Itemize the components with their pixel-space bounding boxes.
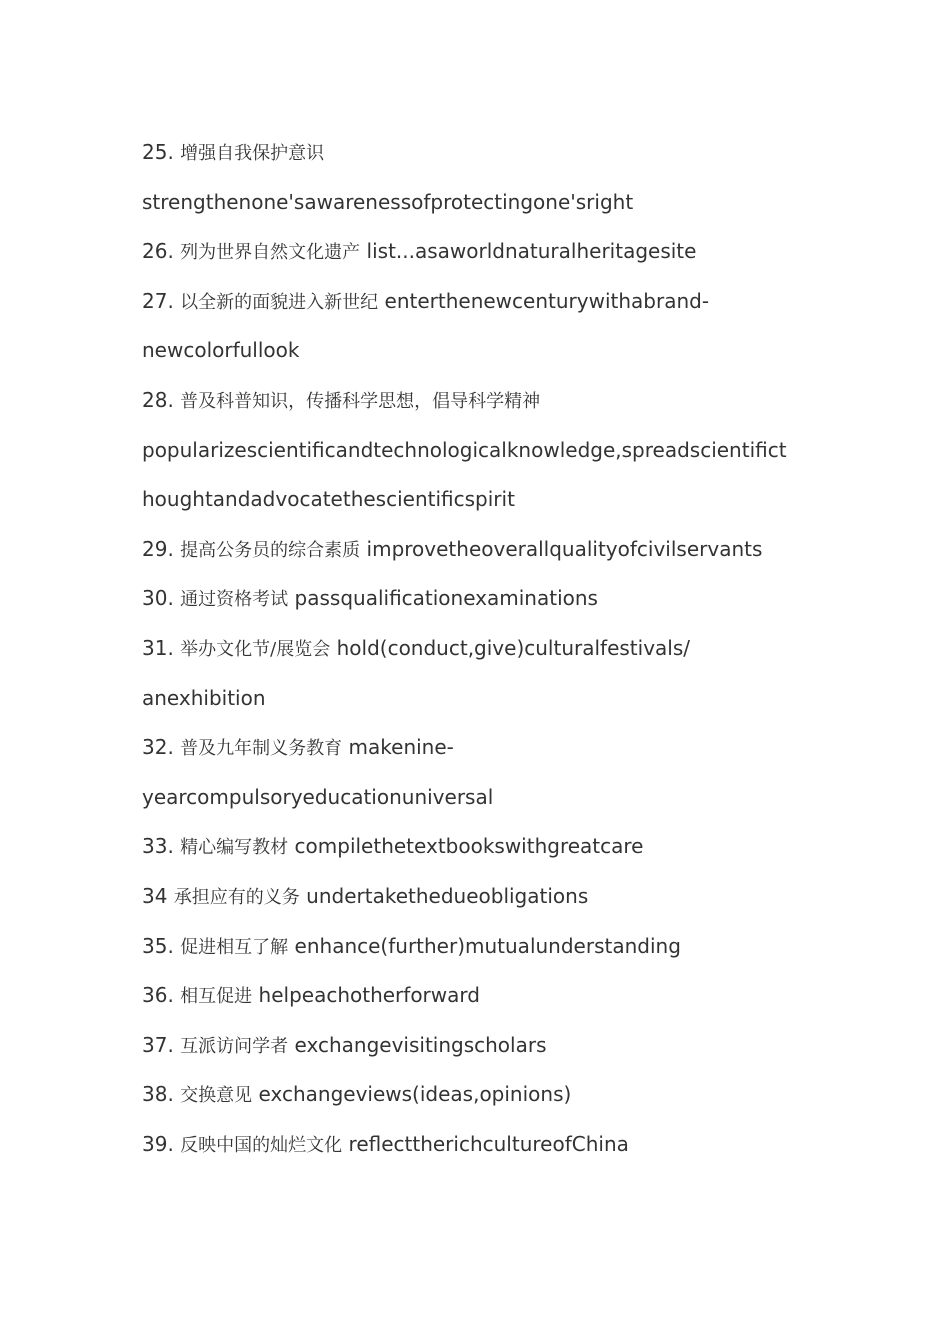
- text-line: [142, 971, 822, 1021]
- english-translation: helpeachotherforward: [258, 983, 480, 1008]
- english-translation: list...asaworldnaturalheritagesite: [366, 239, 697, 264]
- chinese-phrase: 普及科普知识，传播科学思想，倡导科学精神: [180, 390, 541, 412]
- text-line: [142, 277, 822, 327]
- item-number: 37.: [142, 1032, 174, 1057]
- english-translation: passqualificationexaminations: [294, 586, 598, 611]
- english-translation: yearcompulsoryeducationuniversal: [142, 784, 494, 809]
- english-translation: undertakethedueobligations: [306, 883, 589, 908]
- item-number: 31.: [142, 635, 174, 660]
- text-line: [142, 326, 822, 376]
- english-translation: enhance(further)mutualunderstanding: [294, 933, 681, 958]
- item-number: 30.: [142, 586, 174, 611]
- english-translation: newcolorfullook: [142, 338, 300, 363]
- text-line: [142, 674, 822, 724]
- english-translation: popularizescientificandtechnologicalknowledge,spreadscientifict: [142, 437, 787, 462]
- chinese-phrase: 互派访问学者: [180, 1035, 289, 1057]
- item-number: 32.: [142, 735, 174, 760]
- text-line: [142, 1070, 822, 1120]
- chinese-phrase: 列为世界自然文化遗产: [180, 242, 361, 264]
- text-line: [142, 872, 822, 922]
- item-number: 39.: [142, 1131, 174, 1156]
- item-number: 38.: [142, 1082, 174, 1107]
- text-line: [142, 475, 822, 525]
- document-page: [142, 128, 822, 1169]
- chinese-phrase: 通过资格考试: [180, 589, 289, 611]
- english-translation: enterthenewcenturywithabrand-: [384, 288, 710, 313]
- chinese-phrase: 促进相互了解: [180, 936, 289, 958]
- chinese-phrase: 交换意见: [180, 1085, 253, 1107]
- chinese-phrase: 以全新的面貌进入新世纪: [180, 291, 379, 313]
- chinese-phrase: 反映中国的灿烂文化: [180, 1134, 343, 1156]
- item-number: 29.: [142, 536, 174, 561]
- text-line: [142, 624, 822, 674]
- text-line: [142, 1120, 822, 1170]
- text-line: [142, 723, 822, 773]
- text-line: [142, 822, 822, 872]
- chinese-phrase: 精心编写教材: [180, 837, 289, 859]
- english-translation: strengthenone'sawarenessofprotectingone'sright: [142, 189, 634, 214]
- item-number: 36.: [142, 983, 174, 1008]
- english-translation: exchangeviews(ideas,opinions): [258, 1082, 572, 1107]
- chinese-phrase: 举办文化节/展览会: [180, 638, 331, 660]
- chinese-phrase: 承担应有的义务: [173, 886, 300, 908]
- text-line: [142, 773, 822, 823]
- item-number: 33.: [142, 834, 174, 859]
- item-number: 35.: [142, 933, 174, 958]
- text-line: [142, 128, 822, 178]
- text-line: [142, 426, 822, 476]
- chinese-phrase: 普及九年制义务教育: [180, 738, 343, 760]
- item-number: 26.: [142, 239, 174, 264]
- item-number: 27.: [142, 288, 174, 313]
- english-translation: hold(conduct,give)culturalfestivals/: [336, 635, 690, 660]
- text-line: [142, 922, 822, 972]
- text-line: [142, 1021, 822, 1071]
- english-translation: exchangevisitingscholars: [294, 1032, 547, 1057]
- item-number: 25.: [142, 140, 174, 164]
- english-translation: anexhibition: [142, 685, 266, 710]
- english-translation: compilethetextbookswithgreatcare: [294, 834, 644, 859]
- english-translation: reflecttherichcultureofChina: [348, 1131, 629, 1156]
- chinese-phrase: 增强自我保护意识: [180, 143, 325, 164]
- item-number: 28.: [142, 387, 174, 412]
- text-line: [142, 227, 822, 277]
- text-line: [142, 376, 822, 426]
- text-line: [142, 525, 822, 575]
- text-line: [142, 178, 822, 228]
- chinese-phrase: 提高公务员的综合素质: [180, 539, 361, 561]
- item-number: 34: [142, 883, 168, 908]
- english-translation: improvetheoverallqualityofcivilservants: [366, 536, 763, 561]
- english-translation: houghtandadvocatethescientificspirit: [142, 487, 515, 512]
- english-translation: makenine-: [348, 735, 454, 760]
- chinese-phrase: 相互促进: [180, 986, 253, 1008]
- text-line: [142, 574, 822, 624]
